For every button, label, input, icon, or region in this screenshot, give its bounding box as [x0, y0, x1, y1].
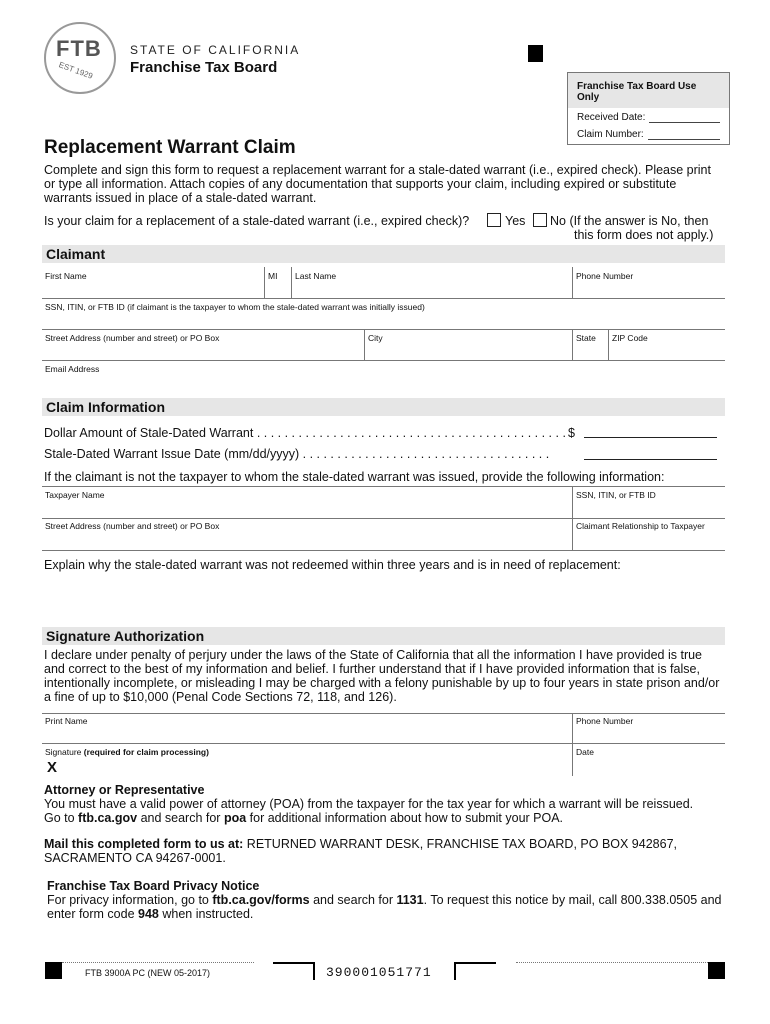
divider: [42, 518, 725, 519]
not-taxpayer-text: If the claimant is not the taxpayer to whom the stale-dated warrant was issued, provide the following information:: [44, 470, 665, 484]
print-name-field[interactable]: Print Name: [45, 716, 88, 726]
text: . To request this notice by mail, call 800.338.0505 and: [423, 893, 722, 907]
divider: [264, 267, 265, 298]
divider: [572, 329, 573, 360]
divider: [572, 713, 573, 776]
mi-field[interactable]: MI: [268, 271, 278, 281]
last-name-field[interactable]: Last Name: [295, 271, 337, 281]
stale-dated-question: Is your claim for a replacement of a stale-dated warrant (i.e., expired check)?: [44, 214, 470, 228]
logo-est-text: EST 1929: [57, 60, 94, 81]
state-field[interactable]: State: [576, 333, 596, 343]
no-label: No (If the answer is No, then: [550, 214, 709, 228]
text: For privacy information, go to: [47, 893, 213, 907]
logo-text: FTB: [56, 36, 102, 61]
taxpayer-street-field[interactable]: Street Address (number and street) or PO Box: [45, 521, 220, 531]
claim-number-line: [648, 129, 720, 140]
explain-textarea[interactable]: [44, 575, 724, 620]
ssn-field[interactable]: SSN, ITIN, or FTB ID (if claimant is the taxpayer to whom the stale-dated warrant was initially issued): [45, 302, 425, 312]
divider: [572, 267, 573, 298]
forms-link[interactable]: ftb.ca.gov/forms: [212, 893, 310, 907]
phone-field[interactable]: Phone Number: [576, 271, 634, 281]
signature-section-bar: [42, 627, 725, 645]
mail-label: Mail this completed form to us at:: [44, 837, 244, 851]
received-date-row: [568, 108, 729, 125]
footer-dotted-line-left: [62, 962, 254, 963]
form-id: FTB 3900A PC (NEW 05-2017): [85, 968, 211, 978]
barcode-bracket-left: [273, 962, 315, 980]
claim-number-label: Claim Number:: [577, 129, 644, 140]
taxpayer-ssn-field[interactable]: SSN, ITIN, or FTB ID: [576, 490, 656, 500]
received-date-label: Received Date:: [577, 112, 646, 123]
form-code: 948: [138, 907, 159, 921]
claimant-title: Claimant: [46, 246, 106, 262]
signature-note: (required for claim processing): [83, 747, 209, 757]
yes-label: Yes: [505, 214, 526, 228]
mail-line2: SACRAMENTO CA 94267-0001.: [44, 851, 226, 865]
footer-dotted-line-right: [516, 962, 708, 963]
divider: [42, 360, 725, 361]
privacy-line1: [47, 893, 721, 907]
ftb-use-only-box: [567, 72, 730, 145]
issue-date-input[interactable]: [584, 446, 717, 460]
dollar-sign: $: [568, 426, 575, 440]
dollar-amount-label: Dollar Amount of Stale-Dated Warrant . . . . . . . . . . . . . . . . . . . . . . . . . . . . . . . . . . . . . . . . . . . . .: [44, 426, 566, 440]
divider: [42, 486, 725, 487]
divider: [608, 329, 609, 360]
divider: [42, 550, 725, 551]
attorney-title: Attorney or Representative: [44, 783, 205, 797]
taxpayer-name-field[interactable]: Taxpayer Name: [45, 490, 105, 500]
divider: [42, 743, 725, 744]
footer-mark-right: [708, 962, 725, 979]
claim-info-title: Claim Information: [46, 399, 166, 415]
zip-field[interactable]: ZIP Code: [612, 333, 648, 343]
street-field[interactable]: Street Address (number and street) or PO Box: [45, 333, 220, 343]
signature-field[interactable]: [45, 747, 209, 757]
form-title: Replacement Warrant Claim: [44, 137, 296, 158]
poa-keyword: poa: [223, 811, 247, 825]
text: when instructed.: [158, 907, 254, 921]
yes-checkbox[interactable]: [487, 213, 501, 227]
text: and search for: [137, 811, 224, 825]
date-field[interactable]: Date: [576, 747, 594, 757]
attorney-line2: [44, 811, 563, 825]
signature-title: Signature Authorization: [46, 628, 205, 644]
divider: [291, 267, 292, 298]
issue-date-label: Stale-Dated Warrant Issue Date (mm/dd/yyyy) . . . . . . . . . . . . . . . . . . . . . . . . . . . . . . . . . . . .: [44, 447, 550, 461]
divider: [42, 298, 725, 299]
first-name-field[interactable]: First Name: [45, 271, 87, 281]
declaration-text: I declare under penalty of perjury under the laws of the State of California that all the information I have provided is true and correct to the best of my information and belief. I further understand that if I have provided information that is false, intentionally incomplete, or misleading I may be charged with a felony punishable by up to four years in state prison and/or a fine of up to $10,000 (Penal Code Sections 72, 118, and 126).: [44, 648, 720, 704]
no-label-continued: this form does not apply.): [574, 228, 714, 242]
state-name: STATE OF CALIFORNIA: [130, 43, 301, 57]
barcode-number: 390001051771: [326, 965, 432, 980]
signature-x-mark: X: [47, 759, 58, 776]
divider: [42, 713, 725, 714]
attorney-line1: You must have a valid power of attorney (POA) from the taxpayer for the tax year for which a warrant will be reissued.: [44, 797, 694, 811]
divider: [364, 329, 365, 360]
city-field[interactable]: City: [368, 333, 383, 343]
registration-mark: [528, 45, 543, 62]
sign-phone-field[interactable]: Phone Number: [576, 716, 634, 726]
mail-line1: [44, 837, 677, 851]
received-date-line: [649, 112, 720, 123]
form-intro: Complete and sign this form to request a replacement warrant for a stale-dated warrant (i.e., expired check). Please print or type all information. Attach copies of any documentation that supports your claim, including expired or substitute warrants issued in place of a stale-dated warrant.: [44, 163, 711, 205]
text: Go to: [44, 811, 79, 825]
notice-number: 1131: [396, 893, 424, 907]
signature-label: Signature: [45, 747, 82, 757]
agency-name: Franchise Tax Board: [130, 59, 278, 76]
divider: [42, 329, 725, 330]
use-only-title: Franchise Tax Board Use Only: [568, 73, 729, 108]
email-field[interactable]: Email Address: [45, 364, 100, 374]
explain-label: Explain why the stale-dated warrant was not redeemed within three years and is in need of replacement:: [44, 558, 621, 572]
ftb-link[interactable]: ftb.ca.gov: [78, 811, 138, 825]
text: for additional information about how to submit your POA.: [246, 811, 564, 825]
text: and search for: [309, 893, 397, 907]
claimant-section-bar: [42, 245, 725, 263]
privacy-title: Franchise Tax Board Privacy Notice: [47, 879, 260, 893]
no-checkbox[interactable]: [533, 213, 547, 227]
mail-address: RETURNED WARRANT DESK, FRANCHISE TAX BOARD, PO BOX 942867,: [243, 837, 677, 851]
privacy-line2: [47, 907, 253, 921]
claim-info-section-bar: [42, 398, 725, 416]
claim-number-row: [568, 125, 729, 142]
text: enter form code: [47, 907, 139, 921]
barcode-bracket-right: [454, 962, 496, 980]
dollar-amount-input[interactable]: [584, 424, 717, 438]
footer-mark-left: [45, 962, 62, 979]
relationship-field[interactable]: Claimant Relationship to Taxpayer: [576, 521, 705, 531]
